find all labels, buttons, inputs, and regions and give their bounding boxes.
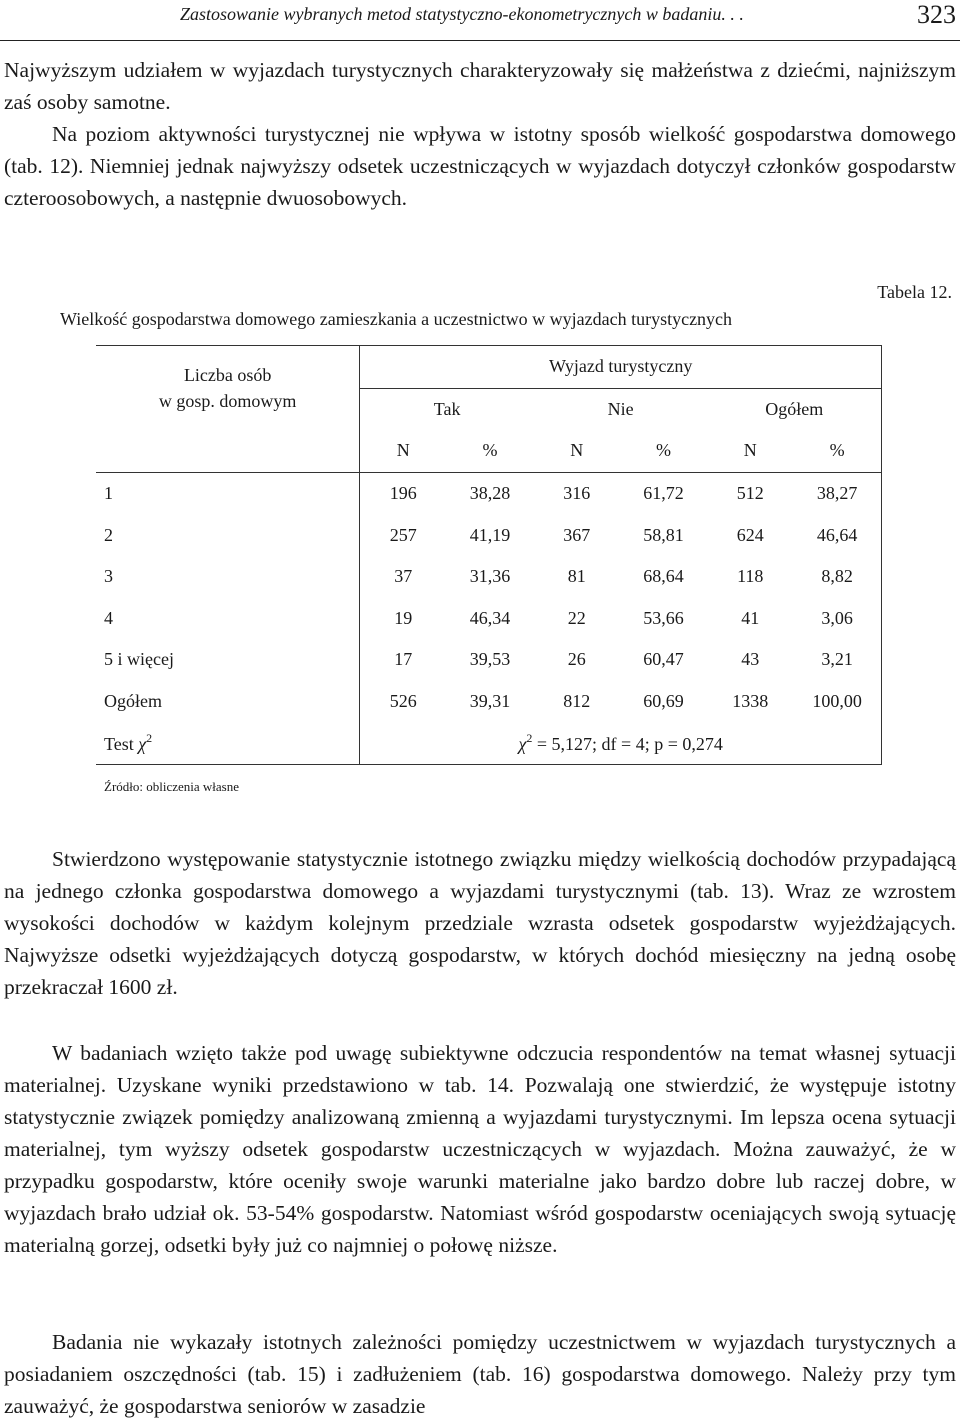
row-header-line-1: Liczba osób [183,365,272,386]
row-label: 2 [96,514,360,556]
group-header: Wyjazd turystyczny [360,346,882,389]
table-cell: 3,21 [793,639,881,681]
chi-exponent: 2 [146,731,153,746]
body-paragraph-3: Stwierdzono występowanie statystycznie istotnego związku między wielkością dochodów przypadającą na jednego członka gospodarstwa domowego a wyjazdami turystycznymi (tab. 13). Wraz ze wzrostem wysokości dochodów w każdym kolejnym przedziale wzrasta odsetek gospodarstw wyjeżdżających. Najwyższe odsetki wyjeżdżających dotyczą gospodarstw, w których dochód miesięczny na jedną osobę przekraczał 1600 zł. [4,847,956,999]
table-cell: 46,64 [793,514,881,556]
table-cell: 812 [563,691,591,712]
table-cell: 8,82 [793,556,881,598]
table-cell: 37 [394,566,413,587]
subheader-cell: % [446,430,534,472]
subheader-cell: N [360,430,446,472]
table-row [96,514,882,556]
row-header-cell [96,346,360,431]
table-cell: 60,47 [643,649,684,670]
table-cell: 26 [567,649,586,670]
body-paragraph-5: Badania nie wykazały istotnych zależności pomiędzy uczestnictwem w wyjazdach turystycznych a posiadaniem oszczędności (tab. 15) i zadłużeniem (tab. 16) gospodarstwa domowego. Należy przy tym zauważyć, że gospodarstwa seniorów w zasadzie [4,1330,956,1418]
empty-header-cell [96,430,360,472]
row-label: Ogółem [96,681,360,723]
body-paragraph-4: W badaniach wzięto także pod uwagę subiektywne odczucia respondentów na temat własnej sytuacji materialnej. Uzyskane wyniki przedstawiono w tab. 14. Pozwalają one stwierdzić, że występuje istotny statystycznie związek pomiędzy analizowaną zmienną a wyjazdami turystycznymi. Im lepsza ocena sytuacji materialnej, tym wyższy odsetek gospodarstw uczestniczących w wyjazdach. Można zauważyć, że w przypadku gospodarstw, które oceniły swoje warunki materialne jako bardzo dobre lub raczej dobre, w wyjazdach brało udział ok. 53-54% gospodarstw. Natomiast wśród gospodarstw oceniających swoją sytuację materialną gorzej, odsetki były już co najmniej o połowę niższe. [4,1041,956,1257]
intro-paragraph-1: Najwyższym udziałem w wyjazdach turystycznych charakteryzowały się małżeństwa z dziećmi, najniższym zaś osoby samotne. [4,58,956,114]
table-row-total [96,681,882,723]
table-cell: 60,69 [643,691,684,712]
running-header [0,0,960,41]
test-label: Test [104,734,134,755]
data-table [96,345,882,765]
table-cell: 118 [737,566,764,587]
page-number: 323 [917,0,956,29]
chi-exponent: 2 [526,731,533,746]
table-header-row-1 [96,346,882,389]
table-cell: 367 [563,524,591,545]
chi-symbol: χ [518,734,527,755]
row-header-line-2: w gosp. domowym [158,391,297,412]
table-cell: 41 [741,607,760,628]
table-cell: 53,66 [643,607,684,628]
table-cell: 41,19 [469,524,511,545]
intro-paragraph-2: Na poziom aktywności turystycznej nie wpływa w istotny sposób wielkość gospodarstwa domowego (tab. 12). Niemniej jednak najwyższy odsetek uczestniczących w wyjazdach dotyczył członków gospodarstw czteroosobowych, a następnie dwuosobowych. [4,122,956,210]
table-cell: 526 [389,691,417,712]
table-row [96,639,882,681]
table-cell: 196 [389,483,417,504]
table-cell: 316 [563,483,591,504]
test-label-cell [96,722,360,764]
table-cell: 58,81 [643,524,684,545]
running-title: Zastosowanie wybranych metod statystyczno-ekonometrycznych w badaniu. . . [180,4,744,24]
table-cell: 1338 [732,691,769,712]
subheader-cell: N [707,430,793,472]
table-number: Tabela 12. [877,282,952,302]
row-label: 4 [96,598,360,640]
table-cell: 38,27 [793,472,881,514]
table-cell: 39,53 [469,649,511,670]
table-row [96,472,882,514]
subheader-cell: % [793,430,881,472]
table-cell: 38,28 [469,483,511,504]
table-cell: 22 [567,607,586,628]
table-cell: 46,34 [469,607,511,628]
subgroup-ogolem: Ogółem [707,388,881,430]
subgroup-nie: Nie [607,398,634,419]
table-caption: Wielkość gospodarstwa domowego zamieszkania a uczestnictwo w wyjazdach turystycznych [60,309,733,329]
table-cell: 39,31 [469,691,511,712]
table-cell: 61,72 [643,483,684,504]
table-cell: 17 [394,649,413,670]
chi-symbol: χ [138,734,147,755]
table-cell: 100,00 [793,681,881,723]
row-label: 3 [96,556,360,598]
table-cell: 624 [736,524,764,545]
table-cell: 512 [736,483,764,504]
subheader-cell: N [534,430,620,472]
subheader-cell: % [620,430,708,472]
subgroup-tak: Tak [433,398,461,419]
table-row-test [96,722,882,764]
table-source: Źródło: obliczenia własne [104,779,240,794]
table-cell: 19 [394,607,413,628]
test-value: = 5,127; df = 4; p = 0,274 [532,734,723,755]
table-cell: 3,06 [793,598,881,640]
row-label: 1 [96,472,360,514]
table-cell: 43 [741,649,760,670]
test-result-cell [360,722,882,764]
table-row [96,598,882,640]
table-header-row-3 [96,430,882,472]
table-cell: 68,64 [643,566,684,587]
table-cell: 81 [567,566,586,587]
table-cell: 31,36 [469,566,511,587]
table-row [96,556,882,598]
row-label: 5 i więcej [96,639,360,681]
table-cell: 257 [389,524,417,545]
